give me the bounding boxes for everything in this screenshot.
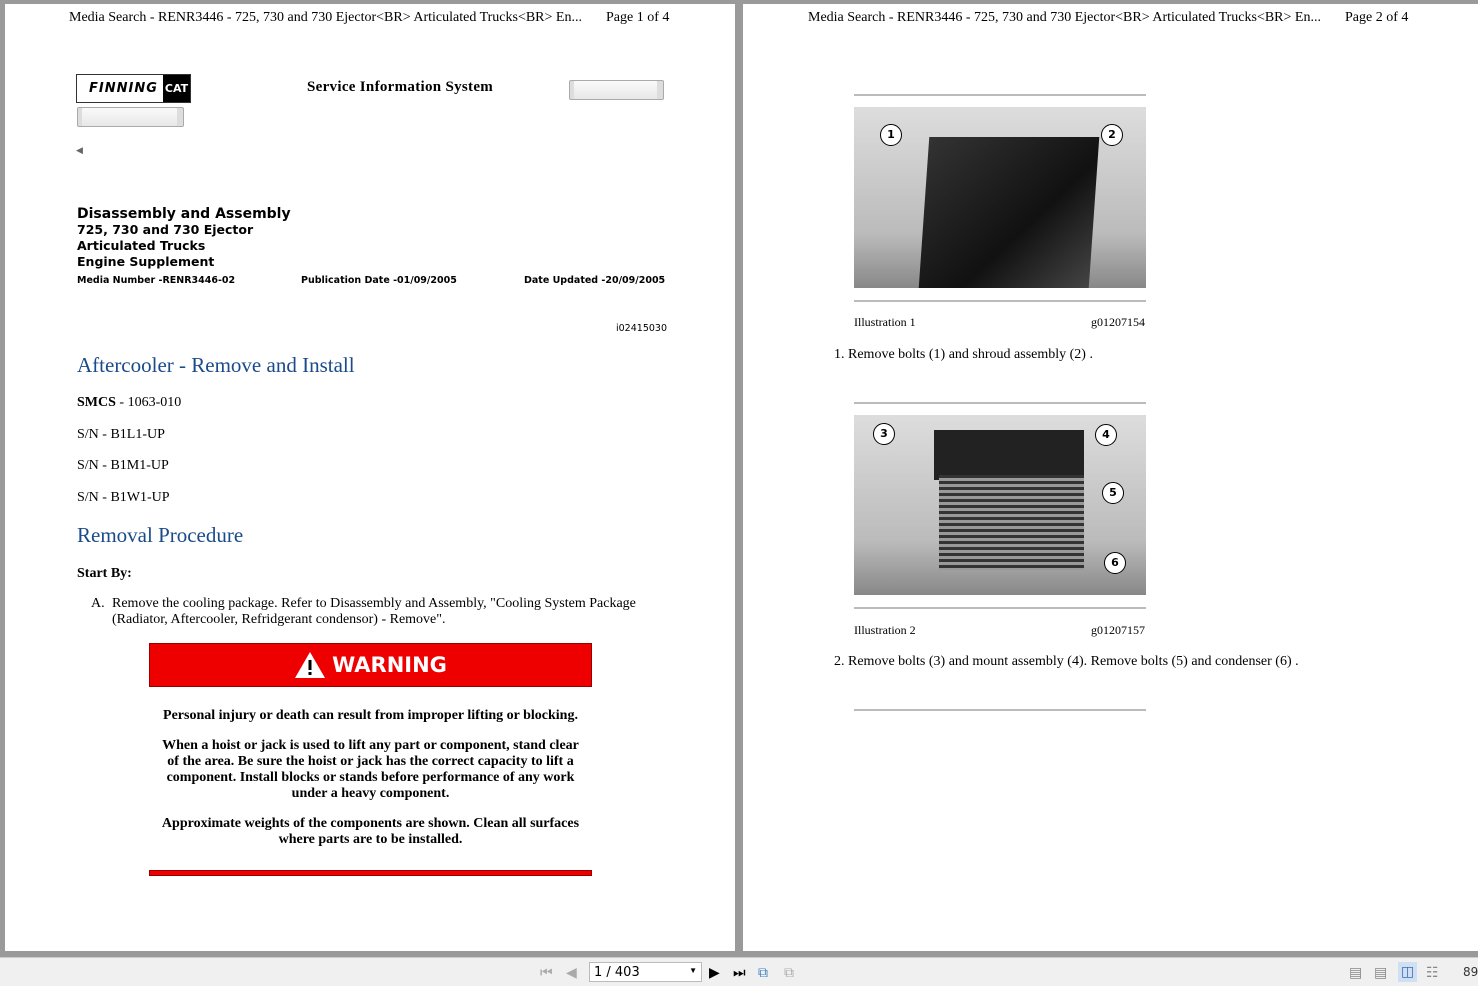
previous-page-icon[interactable]: ◀: [566, 965, 577, 981]
next-page-icon[interactable]: ▶: [709, 965, 720, 981]
page-selector-value: 1 / 403: [594, 965, 640, 980]
step-a-text: Remove the cooling package. Refer to Disassembly and Assembly, "Cooling System Package (Radiator, Aftercooler, Refridgerant condensor) - Remove".: [112, 596, 636, 627]
pdf-page-1: [5, 4, 735, 951]
step-1-text: 1. Remove bolts (1) and shroud assembly (2) .: [834, 347, 1093, 362]
smcs-label: SMCS: [77, 395, 116, 410]
finning-cat-logo: FINNING CAT: [76, 74, 191, 103]
start-by-label: Start By:: [77, 566, 132, 581]
callout-1: 1: [880, 124, 902, 146]
last-page-icon[interactable]: ⏭: [733, 965, 746, 981]
illustration-1-image: [854, 107, 1146, 288]
step-2-text: 2. Remove bolts (3) and mount assembly (4). Remove bolts (5) and condenser (6) .: [834, 654, 1299, 669]
illustration-label: Illustration 2: [854, 623, 916, 637]
step-marker: A.: [91, 596, 105, 611]
zoom-level[interactable]: 89: [1463, 965, 1478, 979]
smcs-value: - 1063-010: [115, 395, 182, 410]
warning-label: WARNING: [332, 653, 447, 677]
callout-4: 4: [1095, 424, 1117, 446]
sn-label: S/N: [77, 427, 99, 442]
pdf-page-2: [743, 4, 1478, 951]
warning-footer-bar: [149, 870, 592, 876]
doc-subtitle: 725, 730 and 730 Ejector: [77, 222, 254, 237]
doc-subtitle: Articulated Trucks: [77, 238, 206, 253]
two-page-continuous-icon[interactable]: ☷: [1426, 965, 1439, 981]
doc-title-block: [77, 206, 291, 270]
sis-title: Service Information System: [307, 79, 494, 95]
sn-line: [77, 458, 169, 474]
sn-value: - B1M1-UP: [98, 458, 169, 473]
page-number: Page 1 of 4: [606, 10, 670, 25]
page-selector[interactable]: [589, 962, 702, 982]
sn-label: S/N: [77, 490, 99, 505]
illustration-label: Illustration 1: [854, 315, 916, 329]
fit-page-icon[interactable]: ⧉: [784, 965, 794, 981]
publication-date: Publication Date -01/09/2005: [301, 275, 457, 286]
sis-button[interactable]: [569, 80, 664, 100]
page-header: Media Search - RENR3446 - 725, 730 and 730 Ejector<BR> Articulated Trucks<BR> En...: [69, 10, 582, 25]
nav-button[interactable]: [77, 107, 184, 127]
sn-line: [77, 427, 165, 443]
divider: [854, 300, 1146, 302]
callout-2: 2: [1101, 124, 1123, 146]
pdf-toolbar: [0, 957, 1478, 986]
sn-value: - B1L1-UP: [98, 427, 165, 442]
divider: [854, 402, 1146, 404]
smcs-line: [77, 395, 181, 411]
callout-3: 3: [873, 423, 895, 445]
chevron-down-icon: ▼: [689, 966, 697, 975]
sn-value: - B1W1-UP: [98, 490, 170, 505]
sn-label: S/N: [77, 458, 99, 473]
section-heading: Removal Procedure: [77, 523, 244, 547]
page-number: Page 2 of 4: [1345, 10, 1409, 25]
callout-6: 6: [1104, 552, 1126, 574]
warning-text: Approximate weights of the components are shown. Clean all surfaces where parts are to be installed.: [161, 816, 580, 847]
warning-text: When a hoist or jack is used to lift any part or component, stand clear of the area. Be sure the hoist or jack has the correct capacity to lift a component. Install blocks or stands before performance of any work under a heavy component.: [162, 738, 579, 801]
media-number: Media Number -RENR3446-02: [77, 275, 236, 286]
divider: [854, 94, 1146, 96]
continuous-view-icon[interactable]: ▤: [1374, 965, 1388, 981]
warning-banner: [149, 643, 592, 687]
doc-title: Disassembly and Assembly: [77, 206, 291, 222]
page-heading: Aftercooler - Remove and Install: [77, 353, 355, 377]
illustration-id: g01207157: [1091, 623, 1145, 637]
doc-subtitle: Engine Supplement: [77, 254, 215, 269]
callout-5: 5: [1102, 482, 1124, 504]
date-updated: Date Updated -20/09/2005: [524, 275, 666, 286]
two-page-view-icon[interactable]: ◫: [1398, 962, 1417, 982]
divider: [854, 709, 1146, 711]
single-page-view-icon[interactable]: ▤: [1349, 965, 1363, 981]
warning-triangle-icon: [294, 651, 326, 679]
page-header: Media Search - RENR3446 - 725, 730 and 730 Ejector<BR> Articulated Trucks<BR> En...: [808, 10, 1321, 25]
back-arrow-icon[interactable]: ◀: [76, 145, 83, 155]
doc-id: i02415030: [616, 323, 667, 334]
divider: [854, 607, 1146, 609]
rotate-view-icon[interactable]: ⧉: [758, 965, 768, 981]
illustration-id: g01207154: [1091, 315, 1145, 329]
sn-line: [77, 490, 170, 506]
warning-text: Personal injury or death can result from improper lifting or blocking.: [163, 708, 578, 723]
illustration-2-image: [854, 415, 1146, 595]
first-page-icon[interactable]: ⏮: [540, 965, 553, 981]
